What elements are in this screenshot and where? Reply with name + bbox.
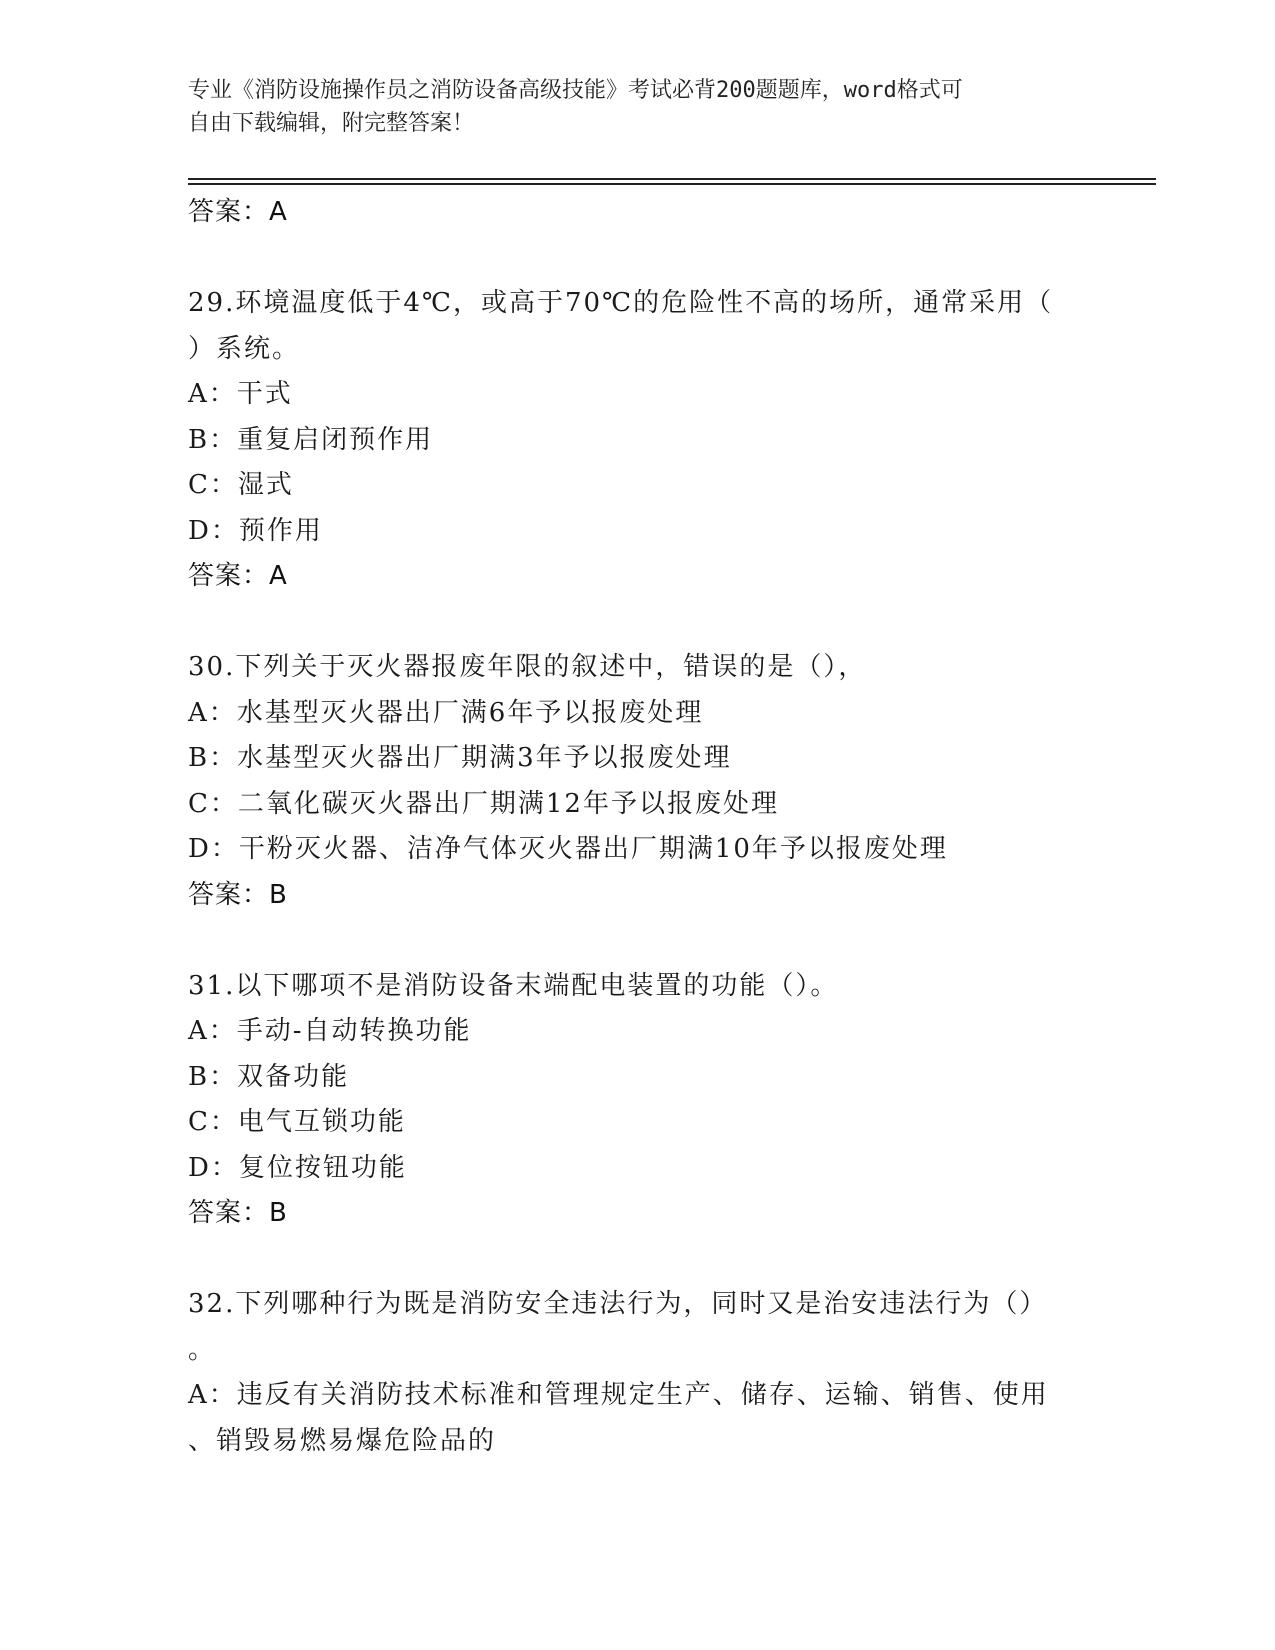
option-d: D：干粉灭火器、洁净气体灭火器出厂期满10年予以报废处理 — [188, 834, 948, 864]
question-29 — [188, 281, 1088, 600]
option-a: A：手动-自动转换功能 — [188, 1016, 472, 1046]
spacer — [188, 1237, 1088, 1283]
option-c: C：电气互锁功能 — [188, 1107, 406, 1137]
option-d: D：复位按钮功能 — [188, 1152, 407, 1183]
option-a: A：违反有关消防技术标准和管理规定生产、储存、运输、销售、使用 — [188, 1380, 1049, 1410]
question-30 — [188, 645, 1088, 918]
document-body — [188, 190, 1088, 1464]
header-rule-top — [188, 178, 1156, 180]
header-line-2: 自由下载编辑，附完整答案！ — [188, 111, 475, 136]
question-text: 31.以下哪项不是消防设备末端配电装置的功能（）。 — [188, 970, 839, 1001]
option-a-continued: 、销毁易燃易爆危险品的 — [188, 1425, 497, 1456]
option-d: D：预作用 — [188, 515, 323, 546]
question-text: 29.环境温度低于4℃，或高于70℃的危险性不高的场所，通常采用（ — [188, 288, 1054, 318]
answer-line: 答案：A — [188, 197, 288, 227]
question-text-continued: ）系统。 — [188, 333, 301, 364]
spacer — [188, 918, 1088, 964]
spacer — [188, 236, 1088, 282]
spacer — [188, 600, 1088, 646]
header-rule-bottom — [188, 183, 1156, 185]
option-c: C：二氧化碳灭火器出厂期满12年予以报废处理 — [188, 788, 779, 819]
question-31 — [188, 964, 1088, 1237]
question-text: 30.下列关于灭火器报废年限的叙述中，错误的是（）， — [188, 652, 867, 682]
answer-line: 答案：B — [188, 1198, 288, 1228]
answer-line: 答案：A — [188, 561, 288, 591]
option-a: A：干式 — [188, 379, 293, 409]
option-b: B：重复启闭预作用 — [188, 424, 434, 455]
question-32 — [188, 1282, 1088, 1464]
option-b: B：水基型灭火器出厂期满3年予以报废处理 — [188, 743, 732, 773]
question-text: 32.下列哪种行为既是消防安全违法行为，同时又是治安违法行为（） — [188, 1289, 1048, 1319]
answer-line: 答案：B — [188, 879, 288, 910]
header-line-1: 专业《消防设施操作员之消防设备高级技能》考试必背200题题库，word格式可 — [188, 78, 963, 103]
option-a: A：水基型灭火器出厂满6年予以报废处理 — [188, 697, 704, 728]
option-c: C：湿式 — [188, 470, 294, 500]
page-header — [188, 74, 1088, 140]
question-text-continued: 。 — [188, 1334, 217, 1365]
option-b: B：双备功能 — [188, 1061, 350, 1092]
